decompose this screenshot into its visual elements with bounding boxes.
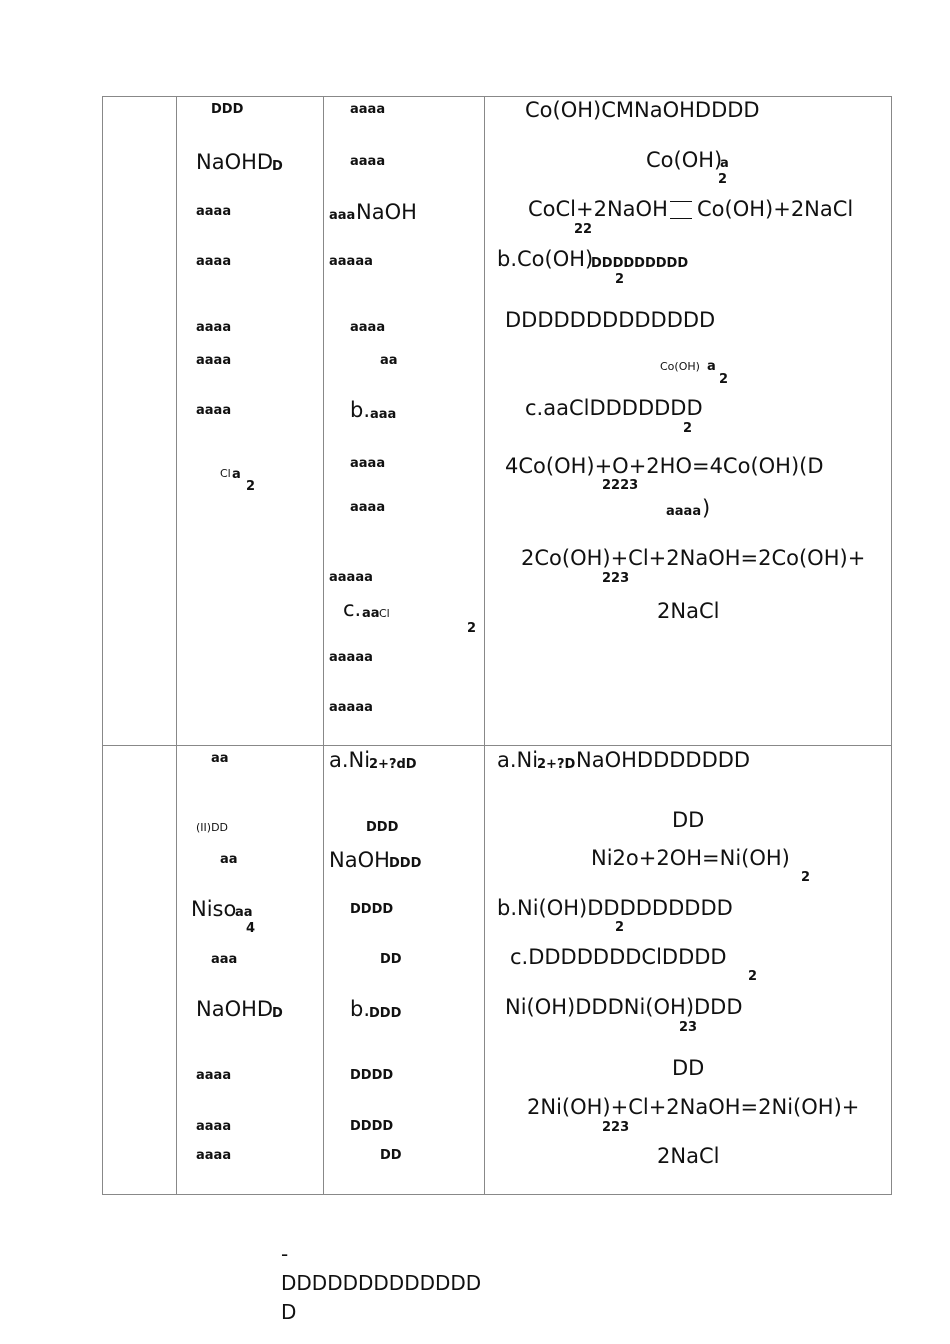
cell-text-r2-col2: aaaa xyxy=(196,1148,232,1163)
cell-text-r2-col4: b.Ni(OH)DDDDDDDDD xyxy=(497,896,733,920)
cell-text-r1-col4: 2 xyxy=(615,272,625,287)
cell-text-r1-col4: 22 xyxy=(574,222,593,237)
cell-text-r1-col4: DDDDDDDDD xyxy=(591,256,689,271)
cell-text-r1-col3: Cl xyxy=(379,607,390,620)
cell-text-r1-col4: Co(OH)+2NaCl xyxy=(697,197,854,221)
cell-text-r2-col2: aa xyxy=(220,852,238,867)
cell-text-r2-col2: D xyxy=(272,1006,283,1021)
cell-text-r2-col3: 2+?dD xyxy=(369,757,417,772)
cell-text-r2-col4: DD xyxy=(672,808,705,832)
cell-text-r2-col3: DDD xyxy=(369,1006,402,1021)
cell-text-r2-col2: (II)DD xyxy=(196,821,229,834)
cell-text-r1-col4: 2223 xyxy=(602,478,639,493)
cell-text-r1-col4: Co(OH) xyxy=(646,148,723,172)
cell-text-r1-col4: ) xyxy=(702,496,711,520)
cell-text-r2-col4: DD xyxy=(672,1056,705,1080)
cell-text-r2-col2: aaaa xyxy=(196,1119,232,1134)
table-border-left xyxy=(102,96,103,1195)
cell-text-r1-col3: NaOH xyxy=(356,200,417,224)
cell-text-r1-col3: aa xyxy=(362,606,380,621)
cell-text-r2-col2: aa xyxy=(235,905,253,920)
cell-text-r2-col4: 23 xyxy=(679,1020,698,1035)
table-row-divider xyxy=(102,745,892,746)
cell-text-r2-col3: b. xyxy=(350,997,371,1021)
cell-text-r2-col4: 223 xyxy=(602,1120,630,1135)
table-border-right xyxy=(891,96,892,1195)
cell-text-r1-col4: a xyxy=(720,156,729,171)
cell-text-r2-col4: c.DDDDDDDClDDDD xyxy=(510,945,727,969)
footer-line-1: DDDDDDDDDDDDD xyxy=(281,1271,482,1295)
cell-text-r1-col3: aaaa xyxy=(350,456,386,471)
cell-text-r2-col4: 2Ni(OH)+Cl+2NaOH=2Ni(OH)+ xyxy=(527,1095,860,1119)
cell-text-r1-col4: Co(OH) xyxy=(660,360,700,373)
cell-text-r2-col4: Ni2o+2OH=Ni(OH) xyxy=(591,846,790,870)
cell-text-r1-col3: aaaaa xyxy=(329,700,373,715)
cell-text-r1-col3: aaa xyxy=(370,407,397,422)
table-border-bottom xyxy=(102,1194,892,1195)
cell-text-r2-col2: NaOHD xyxy=(196,997,274,1021)
cell-text-r1-col3: b. xyxy=(350,398,371,422)
cell-text-r1-col2: a xyxy=(232,467,241,482)
cell-text-r2-col4: 2 xyxy=(615,920,625,935)
cell-text-r1-col2: aaaa xyxy=(196,403,232,418)
cell-text-r2-col3: DDDD xyxy=(350,1068,394,1083)
cell-text-r2-col2: aaa xyxy=(211,952,238,967)
cell-text-r1-col3: aaaa xyxy=(350,154,386,169)
cell-text-r2-col4: 2NaCl xyxy=(657,1144,720,1168)
cell-text-r2-col3: DDD xyxy=(389,856,422,871)
cell-text-r2-col3: a.Ni xyxy=(329,748,371,772)
cell-text-r1-col4: 2Co(OH)+Cl+2NaOH=2Co(OH)+ xyxy=(521,546,866,570)
cell-text-r1-col2: D xyxy=(272,159,283,174)
cell-text-r1-col4: 2 xyxy=(718,172,728,187)
footer-dash: - xyxy=(281,1242,289,1266)
cell-text-r1-col3: aaa xyxy=(329,208,356,223)
cell-text-r1-col3: aa xyxy=(380,353,398,368)
cell-text-r1-col3: aaaa xyxy=(350,320,386,335)
table-border-top xyxy=(102,96,892,97)
cell-text-r2-col3: DDDD xyxy=(350,1119,394,1134)
cell-text-r2-col3: DDDD xyxy=(350,902,394,917)
cell-text-r1-col4: a xyxy=(707,359,716,374)
cell-text-r1-col3: aaaa xyxy=(350,500,386,515)
cell-text-r1-col2: aaaa xyxy=(196,320,232,335)
cell-text-r1-col4: DDDDDDDDDDDDD xyxy=(505,308,716,332)
cell-text-r2-col2: 4 xyxy=(246,921,256,936)
cell-text-r2-col4: Ni(OH)DDDNi(OH)DDD xyxy=(505,995,743,1019)
cell-text-r1-col4: Co(OH)CMNaOHDDDD xyxy=(525,98,760,122)
cell-text-r2-col4: a.Ni xyxy=(497,748,539,772)
cell-text-r1-col4: c.aaClDDDDDDD xyxy=(525,396,703,420)
cell-text-r2-col3: DDD xyxy=(366,820,399,835)
cell-text-r1-col3: c. xyxy=(343,597,362,621)
cell-text-r1-col2: aaaa xyxy=(196,204,232,219)
equals-bar-bottom xyxy=(670,218,692,219)
equals-bar-top xyxy=(670,201,692,202)
cell-text-r1-col4: 2 xyxy=(683,421,693,436)
cell-text-r1-col2: aaaa xyxy=(196,254,232,269)
cell-text-r1-col4: 2NaCl xyxy=(657,599,720,623)
table-col-divider-3 xyxy=(484,96,485,1195)
cell-text-r1-col2: Cl xyxy=(220,467,231,480)
cell-text-r1-col4: 2 xyxy=(719,372,729,387)
cell-text-r1-col3: 2 xyxy=(467,621,477,636)
cell-text-r2-col4: NaOHDDDDDDD xyxy=(576,748,751,772)
cell-text-r1-col4: aaaa xyxy=(666,504,702,519)
cell-text-r1-col2: DDD xyxy=(211,102,244,117)
cell-text-r1-col3: aaaaa xyxy=(329,570,373,585)
cell-text-r2-col4: 2 xyxy=(801,870,811,885)
cell-text-r2-col3: DD xyxy=(380,1148,402,1163)
table-col-divider-2 xyxy=(323,96,324,1195)
cell-text-r2-col4: 2+?D xyxy=(537,757,576,772)
cell-text-r1-col4: b.Co(OH) xyxy=(497,247,594,271)
cell-text-r2-col2: aaaa xyxy=(196,1068,232,1083)
cell-text-r2-col2: aa xyxy=(211,751,229,766)
cell-text-r1-col2: NaOHD xyxy=(196,150,274,174)
cell-text-r1-col4: 223 xyxy=(602,571,630,586)
cell-text-r1-col4: 4Co(OH)+O+2HO=4Co(OH)(D xyxy=(505,454,824,478)
cell-text-r1-col2: aaaa xyxy=(196,353,232,368)
cell-text-r1-col3: aaaaa xyxy=(329,650,373,665)
table-col-divider-1 xyxy=(176,96,177,1195)
cell-text-r1-col4: CoCl+2NaOH xyxy=(528,197,668,221)
cell-text-r2-col3: DD xyxy=(380,952,402,967)
cell-text-r2-col3: NaOH xyxy=(329,848,390,872)
cell-text-r1-col3: aaaa xyxy=(350,102,386,117)
cell-text-r2-col4: 2 xyxy=(748,969,758,984)
cell-text-r1-col3: aaaaa xyxy=(329,254,373,269)
footer-line-2: D xyxy=(281,1300,297,1324)
cell-text-r1-col2: 2 xyxy=(246,479,256,494)
cell-text-r2-col2: Niso xyxy=(191,897,237,921)
